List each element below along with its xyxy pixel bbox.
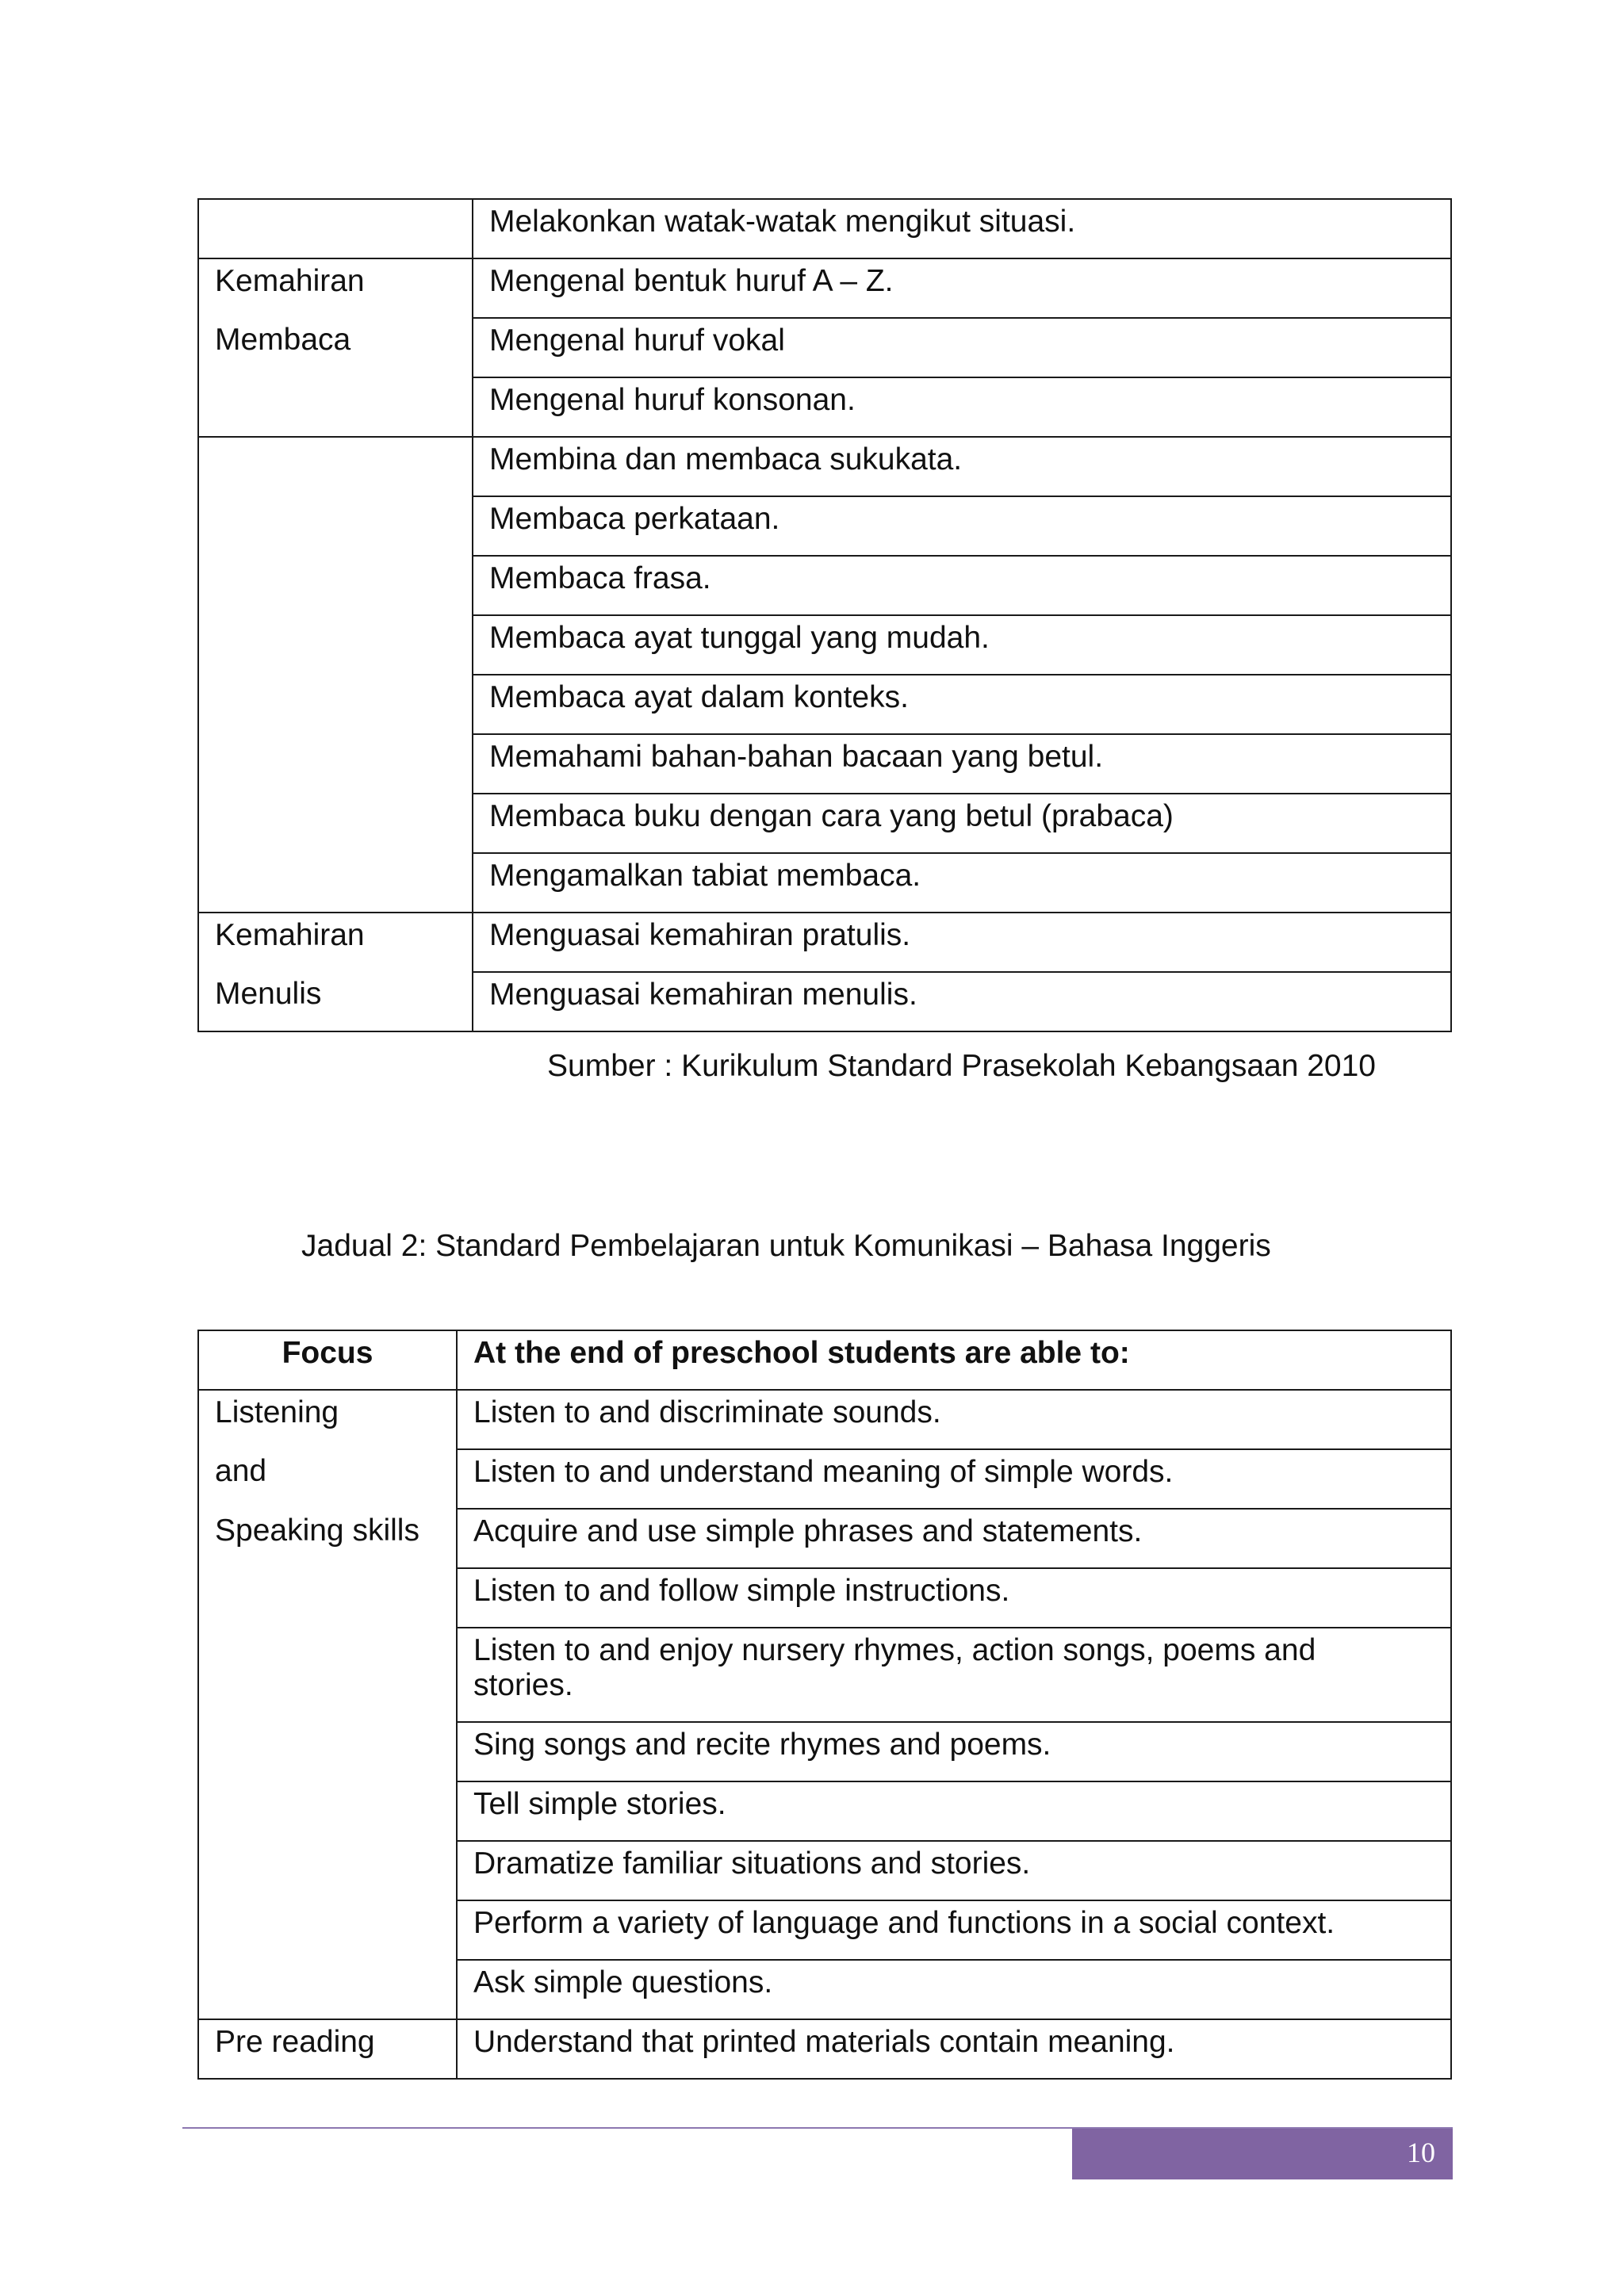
focus-cell: Kemahiran <box>198 913 473 972</box>
focus-cell <box>198 1722 457 1781</box>
table-row <box>198 794 1451 853</box>
table-row <box>198 1628 1451 1722</box>
standard-cell: Membaca buku dengan cara yang betul (prabaca) <box>473 794 1451 853</box>
outcome-column-header: At the end of preschool students are able to: <box>457 1330 1451 1390</box>
focus-cell <box>198 556 473 615</box>
table-row <box>198 913 1451 972</box>
table-row <box>198 972 1451 1031</box>
standard-cell: Mengamalkan tabiat membaca. <box>473 853 1451 913</box>
table-row <box>198 1781 1451 1841</box>
table-row <box>198 1449 1451 1509</box>
table-row <box>198 675 1451 734</box>
source-note: Sumber : Kurikulum Standard Prasekolah Kebangsaan 2010 <box>547 1049 1376 1083</box>
page-number-box <box>1072 2129 1453 2179</box>
table-row <box>198 199 1451 258</box>
standard-cell: Listen to and understand meaning of simple words. <box>457 1449 1451 1509</box>
focus-cell <box>198 1781 457 1841</box>
focus-cell <box>198 615 473 675</box>
reading-writing-standards-table <box>197 198 1452 1032</box>
standard-cell: Listen to and enjoy nursery rhymes, action songs, poems and stories. <box>457 1628 1451 1722</box>
standard-cell: Membaca frasa. <box>473 556 1451 615</box>
page-number: 10 <box>1407 2137 1435 2168</box>
focus-cell <box>198 794 473 853</box>
focus-cell: Menulis <box>198 972 473 1031</box>
standard-cell: Menguasai kemahiran pratulis. <box>473 913 1451 972</box>
table-row <box>198 1900 1451 1960</box>
focus-cell: Listening <box>198 1390 457 1449</box>
standard-cell: Perform a variety of language and functions in a social context. <box>457 1900 1451 1960</box>
focus-cell <box>198 1628 457 1722</box>
focus-cell: Kemahiran <box>198 258 473 318</box>
focus-cell: Speaking skills <box>198 1509 457 1568</box>
focus-cell <box>198 199 473 258</box>
table-caption: Jadual 2: Standard Pembelajaran untuk Komunikasi – Bahasa Inggeris <box>301 1229 1271 1263</box>
standard-cell: Ask simple questions. <box>457 1960 1451 2019</box>
focus-cell <box>198 853 473 913</box>
focus-cell <box>198 734 473 794</box>
focus-cell <box>198 1568 457 1628</box>
focus-cell <box>198 1960 457 2019</box>
table-row <box>198 437 1451 496</box>
table-row <box>198 1568 1451 1628</box>
standard-cell: Mengenal bentuk huruf A – Z. <box>473 258 1451 318</box>
standard-cell: Membaca ayat tunggal yang mudah. <box>473 615 1451 675</box>
standard-cell: Menguasai kemahiran menulis. <box>473 972 1451 1031</box>
table-row <box>198 318 1451 377</box>
table-row <box>198 258 1451 318</box>
standard-cell: Dramatize familiar situations and stories. <box>457 1841 1451 1900</box>
focus-cell: and <box>198 1449 457 1509</box>
focus-cell: Pre reading <box>198 2019 457 2079</box>
table-row <box>198 1509 1451 1568</box>
standard-cell: Tell simple stories. <box>457 1781 1451 1841</box>
table-row <box>198 1722 1451 1781</box>
standard-cell: Understand that printed materials contain meaning. <box>457 2019 1451 2079</box>
table-row <box>198 615 1451 675</box>
standard-cell: Sing songs and recite rhymes and poems. <box>457 1722 1451 1781</box>
standard-cell: Membaca perkataan. <box>473 496 1451 556</box>
table-row <box>198 377 1451 437</box>
focus-cell <box>198 496 473 556</box>
table-header-row <box>198 1330 1451 1390</box>
focus-cell <box>198 1900 457 1960</box>
table-row <box>198 1841 1451 1900</box>
table-row <box>198 2019 1451 2079</box>
focus-column-header: Focus <box>198 1330 457 1390</box>
standard-cell: Mengenal huruf vokal <box>473 318 1451 377</box>
standard-cell: Membaca ayat dalam konteks. <box>473 675 1451 734</box>
english-communication-standards-table <box>197 1330 1452 2080</box>
standard-cell: Memahami bahan-bahan bacaan yang betul. <box>473 734 1451 794</box>
focus-cell <box>198 377 473 437</box>
table-row <box>198 1390 1451 1449</box>
standard-cell: Membina dan membaca sukukata. <box>473 437 1451 496</box>
standard-cell: Melakonkan watak-watak mengikut situasi. <box>473 199 1451 258</box>
standard-cell: Listen to and follow simple instructions. <box>457 1568 1451 1628</box>
table-row <box>198 1960 1451 2019</box>
table-row <box>198 496 1451 556</box>
focus-cell <box>198 1841 457 1900</box>
standard-cell: Listen to and discriminate sounds. <box>457 1390 1451 1449</box>
focus-cell <box>198 675 473 734</box>
focus-cell <box>198 437 473 496</box>
focus-cell: Membaca <box>198 318 473 377</box>
table-row <box>198 556 1451 615</box>
standard-cell: Mengenal huruf konsonan. <box>473 377 1451 437</box>
standard-cell: Acquire and use simple phrases and statements. <box>457 1509 1451 1568</box>
table-row <box>198 853 1451 913</box>
table-row <box>198 734 1451 794</box>
